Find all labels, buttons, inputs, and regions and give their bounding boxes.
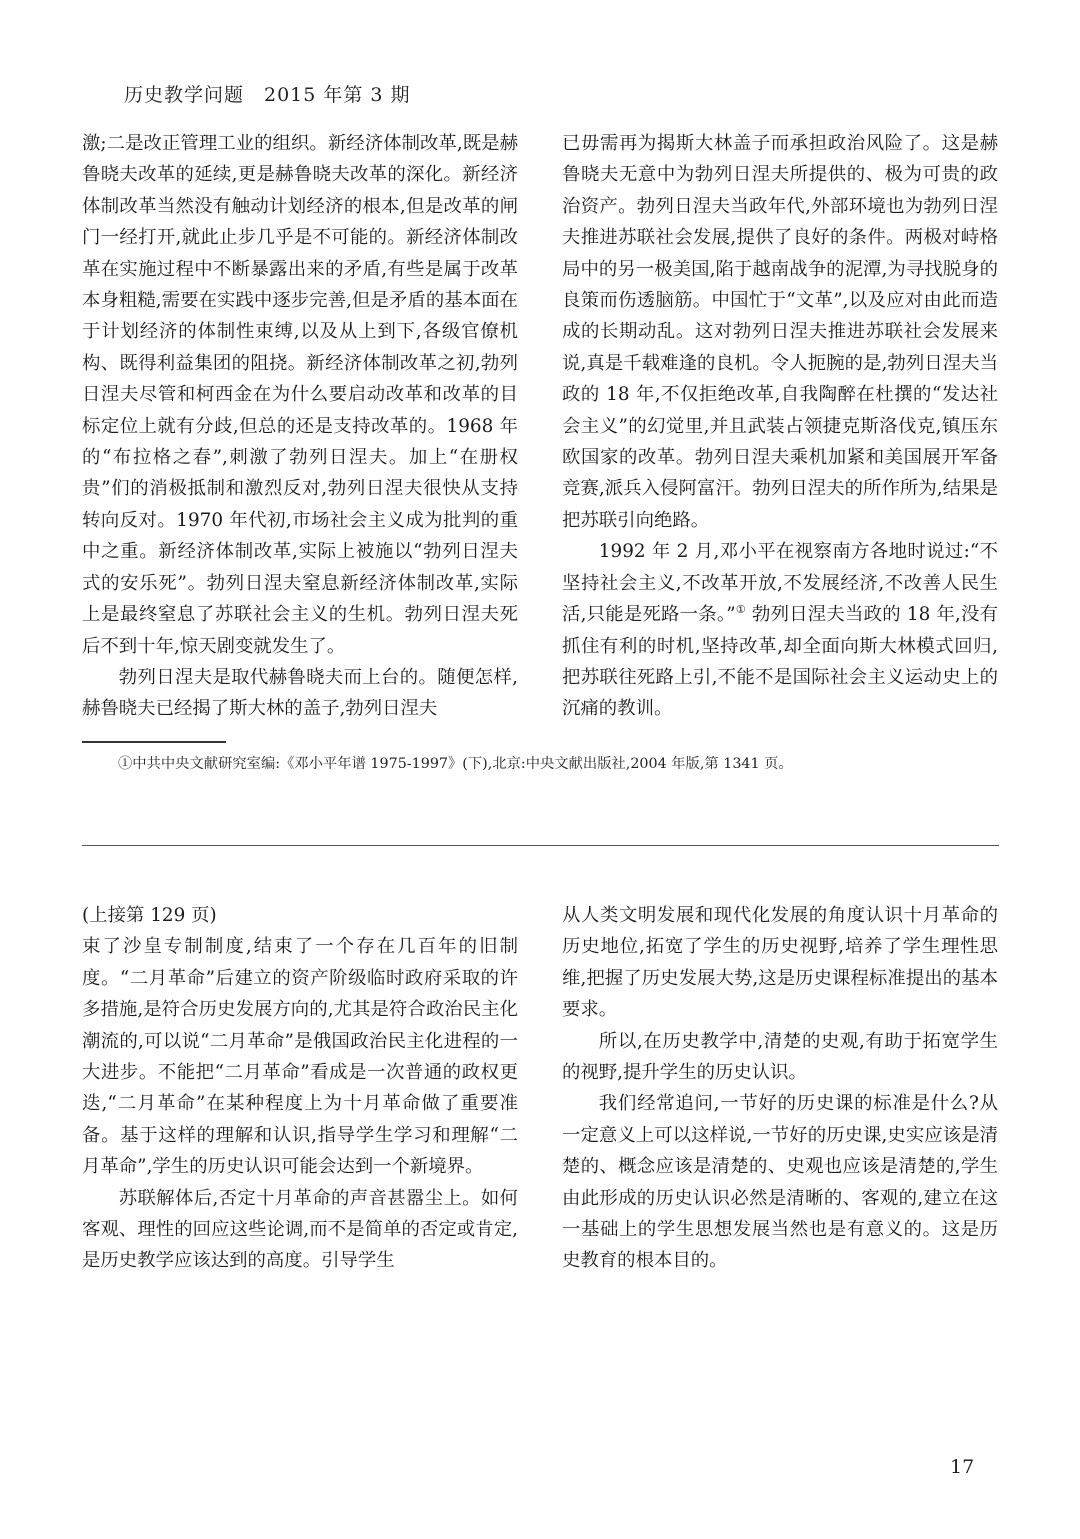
paragraph: 已毋需再为揭斯大林盖子而承担政治风险了。这是赫鲁晓夫无意中为勃列日涅夫所提供的、极为可贵的政治资产。勃列日涅夫当政年代,外部环境也为勃列日涅夫推进苏联社会发展,提供了良好的条件。两极对峙格局中的另一极美国,陷于越南战争的泥潭,为寻找脱身的良策而伤透脑筋。中国忙于“文革”,以及应对由此而造成的长期动乱。这对勃列日涅夫推进苏联社会发展来说,真是千载难逢的良机。令人扼腕的是,勃列日涅夫当政的 18 年,不仅拒绝改革,自我陶醉在杜撰的“发达社会主义”的幻觉里,并且武装占领捷克斯洛伐克,镇压东欧国家的改革。勃列日涅夫乘机加紧和美国展开军备竞赛,派兵入侵阿富汗。勃列日涅夫的所作所为,结果是把苏联引向绝路。 xyxy=(562,133,998,531)
section-separator xyxy=(82,845,999,846)
continued-column-2 xyxy=(562,900,998,1277)
paragraph-text: 1992 年 2 月,邓小平在视察南方各地时说过:“不坚持社会主义,不改革开放,不发展经济,不改善人民生活,只能是死路一条。” xyxy=(562,541,998,626)
running-header: 历史教学问题 2015 年第 3 期 xyxy=(124,84,411,106)
paragraph xyxy=(562,536,998,724)
page-number: 17 xyxy=(950,1456,975,1478)
paragraph: 勃列日涅夫是取代赫鲁晓夫而上台的。随便怎样,赫鲁晓夫已经揭了斯大林的盖子,勃列日涅夫 xyxy=(82,666,518,720)
article-column-1 xyxy=(82,128,518,725)
footnote-rule xyxy=(82,741,226,743)
paragraph: 束了沙皇专制制度,结束了一个存在几百年的旧制度。“二月革命”后建立的资产阶级临时政府采取的许多措施,是符合历史发展方向的,尤其是符合政治民主化潮流的,可以说“二月革命”是俄国政治民主化进程的一大进步。不能把“二月革命”看成是一次普通的政权更迭,“二月革命”在某种程度上为十月革命做了重要准备。基于这样的理解和认识,指导学生学习和理解“二月革命”,学生的历史认识可能会达到一个新境界。 xyxy=(82,936,518,1178)
footnote: ①中共中央文献研究室编:《邓小平年谱 1975-1997》(下),北京:中央文献出版社,2004 年版,第 1341 页。 xyxy=(118,756,793,772)
paragraph: 我们经常追问,一节好的历史课的标准是什么?从一定意义上可以这样说,一节好的历史课,史实应该是清楚的、概念应该是清楚的、史观也应该是清楚的,学生由此形成的历史认识必然是清晰的、客观的,建立在这一基础上的学生思想发展当然也是有意义的。这是历史教育的根本目的。 xyxy=(562,1093,998,1272)
paragraph: 从人类文明发展和现代化发展的角度认识十月革命的历史地位,拓宽了学生的历史视野,培养了学生理性思维,把握了历史发展大势,这是历史课程标准提出的基本要求。 xyxy=(562,905,998,1021)
continuation-note: (上接第 129 页) xyxy=(82,905,217,926)
paragraph: 苏联解体后,否定十月革命的声音甚嚣尘上。如何客观、理性的回应这些论调,而不是简单的否定或肯定,是历史教学应该达到的高度。引导学生 xyxy=(82,1187,518,1272)
paragraph: 所以,在历史教学中,清楚的史观,有助于拓宽学生的视野,提升学生的历史认识。 xyxy=(562,1030,998,1084)
paragraph: 激;二是改正管理工业的组织。新经济体制改革,既是赫鲁晓夫改革的延续,更是赫鲁晓夫改革的深化。新经济体制改革当然没有触动计划经济的根本,但是改革的闸门一经打开,就此止步几乎是不可能的。新经济体制改革在实施过程中不断暴露出来的矛盾,有些是属于改革本身粗糙,需要在实践中逐步完善,但是矛盾的基本面在于计划经济的体制性束缚,以及从上到下,各级官僚机构、既得利益集团的阻挠。新经济体制改革之初,勃列日涅夫尽管和柯西金在为什么要启动改革和改革的目标定位上就有分歧,但总的还是支持改革的。1968 年的“布拉格之春”,刺激了勃列日涅夫。加上“在册权贵”们的消极抵制和激烈反对,勃列日涅夫很快从支持转向反对。1970 年代初,市场社会主义成为批判的重中之重。新经济体制改革,实际上被施以“勃列日涅夫式的安乐死”。勃列日涅夫窒息新经济体制改革,实际上是最终窒息了苏联社会主义的生机。勃列日涅夫死后不到十年,惊天剧变就发生了。 xyxy=(82,133,518,657)
continued-column-1 xyxy=(82,900,518,1277)
paragraph-text: 勃列日涅夫当政的 18 年,没有抓住有利的时机,坚持改革,却全面向斯大林模式回归,把苏联往死路上引,不能不是国际社会主义运动史上的沉痛的教训。 xyxy=(562,604,998,720)
footnote-marker: ① xyxy=(735,602,746,616)
article-column-2 xyxy=(562,128,998,725)
